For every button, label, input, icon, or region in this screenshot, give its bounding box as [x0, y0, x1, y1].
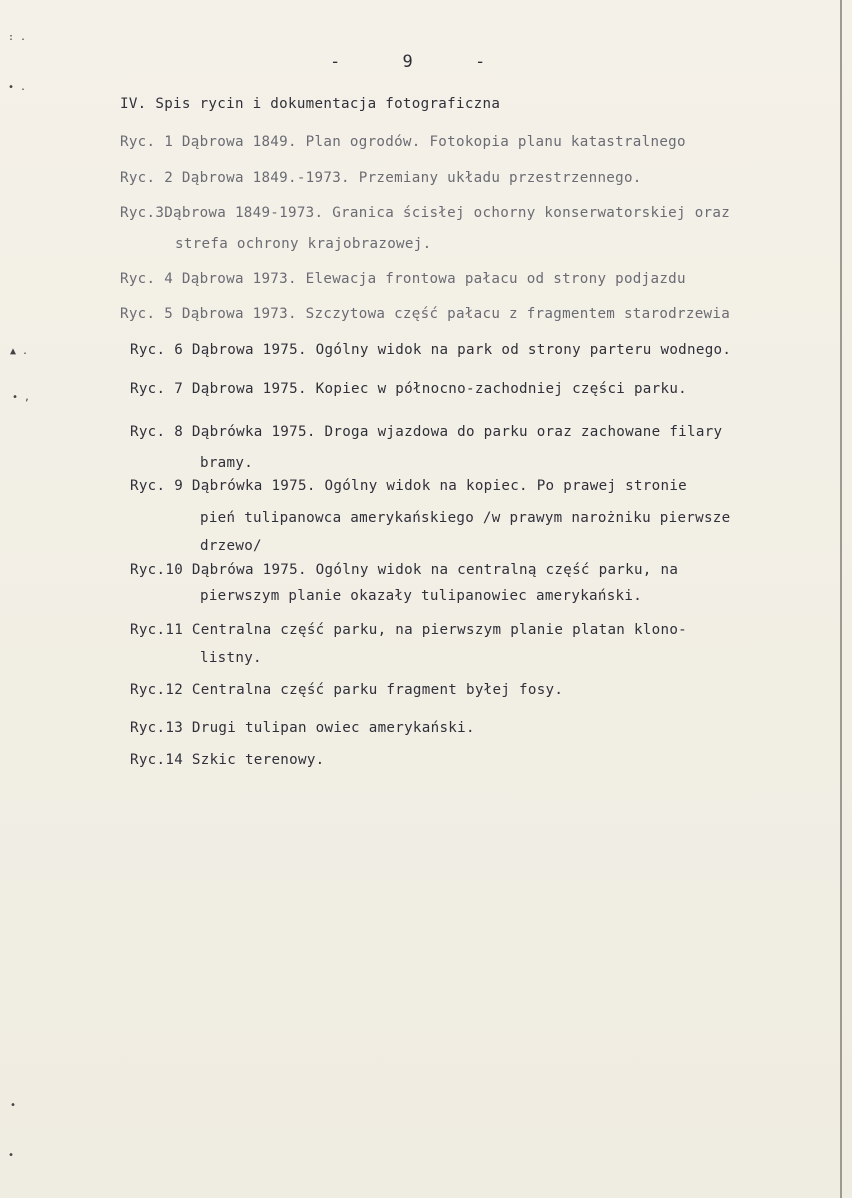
figure-entry-7: Ryc. 7 Dąbrowa 1975. Kopiec w północno-zachodniej części parku. [130, 381, 688, 397]
figure-entry-9-cont-1: pień tulipanowca amerykańskiego /w prawym narożniku pierwsze [200, 510, 731, 526]
figure-entry-8: Ryc. 8 Dąbrówka 1975. Droga wjazdowa do parku oraz zachowane filary [130, 424, 723, 440]
figure-entry-3-cont: strefa ochrony krajobrazowej. [175, 236, 432, 252]
figure-entry-3: Ryc.3Dąbrowa 1849-1973. Granica ścisłej ochorny konserwatorskiej oraz [120, 205, 731, 221]
figure-entry-1: Ryc. 1 Dąbrowa 1849. Plan ogrodów. Fotokopia planu katastralnego [120, 134, 686, 150]
figure-entry-11: Ryc.11 Centralna część parku, na pierwszym planie platan klono- [130, 622, 688, 638]
figure-entry-13: Ryc.13 Drugi tulipan owiec amerykański. [130, 720, 475, 736]
figure-entry-5: Ryc. 5 Dąbrowa 1973. Szczytowa część pałacu z fragmentem starodrzewia [120, 306, 731, 322]
figure-entry-4: Ryc. 4 Dąbrowa 1973. Elewacja frontowa pałacu od strony podjazdu [120, 271, 686, 287]
section-heading: IV. Spis rycin i dokumentacja fotograficzna [120, 96, 501, 112]
margin-mark-3: ▲ . [10, 346, 29, 357]
margin-mark-4: • ‚ [12, 392, 31, 403]
figure-entry-9: Ryc. 9 Dąbrówka 1975. Ogólny widok na kopiec. Po prawej stronie [130, 478, 688, 494]
page-number: - 9 - [330, 52, 512, 72]
figure-entry-2: Ryc. 2 Dąbrowa 1849.-1973. Przemiany układu przestrzennego. [120, 170, 642, 186]
margin-mark-6: • [8, 1150, 15, 1161]
figure-entry-9-cont-2: drzewo/ [200, 538, 262, 554]
margin-mark-top: : . [8, 32, 27, 43]
figure-entry-14: Ryc.14 Szkic terenowy. [130, 752, 325, 768]
right-edge-line [840, 0, 842, 1198]
figure-entry-11-cont: listny. [200, 650, 262, 666]
margin-mark-5: • [10, 1100, 17, 1111]
margin-mark-2: • . [8, 82, 27, 93]
figure-entry-12: Ryc.12 Centralna część parku fragment byłej fosy. [130, 682, 564, 698]
figure-entry-10: Ryc.10 Dąbrówa 1975. Ogólny widok na centralną część parku, na [130, 562, 679, 578]
figure-entry-8-cont: bramy. [200, 455, 254, 471]
figure-entry-6: Ryc. 6 Dąbrowa 1975. Ogólny widok na park od strony parteru wodnego. [130, 342, 732, 358]
figure-entry-10-cont: pierwszym planie okazały tulipanowiec amerykański. [200, 588, 643, 604]
